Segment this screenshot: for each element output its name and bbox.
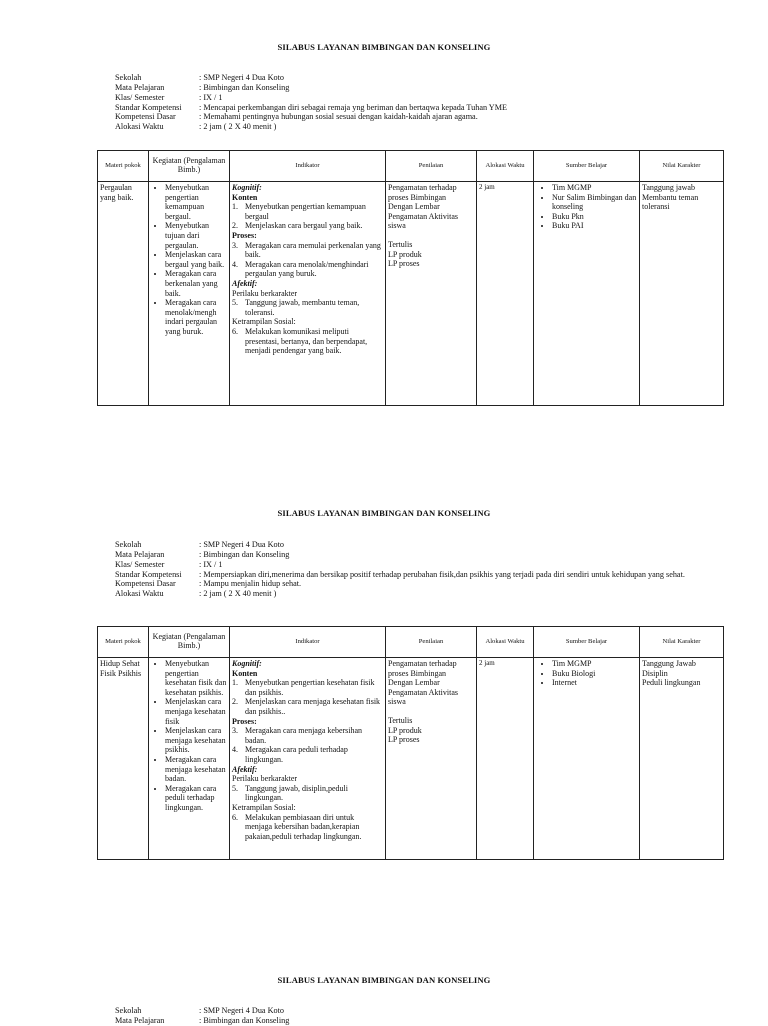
info-row (115, 1016, 725, 1026)
nilai-line: Tanggung jawab (642, 183, 695, 192)
cell-nilai (640, 182, 724, 406)
info-row (115, 83, 725, 93)
info-row (115, 589, 725, 599)
konten-heading: Konten (232, 668, 258, 678)
info-value: : IX / 1 (199, 92, 223, 102)
item-number: 6. (232, 812, 238, 822)
header-nilai: Nilai Karakter (640, 627, 724, 658)
kegiatan-list (151, 183, 227, 337)
cell-penilaian (386, 182, 477, 406)
proses-list (232, 241, 383, 279)
item-text: Melakukan komunikasi meliputi presentasi, bertanya, dan berpendapat, menjadi pendengar yang baik. (245, 326, 368, 356)
penilaian-line: LP proses (388, 259, 420, 269)
item-text: Menyebutkan pengertian kemampuan bergaul (245, 202, 366, 221)
cell-nilai (640, 658, 724, 860)
info-row (115, 540, 725, 550)
info-value: : SMP Negeri 4 Dua Koto (199, 1006, 284, 1015)
list-item (232, 726, 383, 745)
list-item: • Meragakan cara menjaga kesehatan badan. (165, 755, 227, 784)
sumber-list (536, 183, 637, 231)
info-key: Standar Kompetensi (115, 569, 182, 579)
penilaian-line: LP produk (388, 725, 422, 735)
penilaian-line: Dengan Lembar (388, 202, 440, 212)
info-key: Klas/ Semester (115, 559, 165, 569)
perilaku-list (232, 784, 383, 803)
table-row (98, 182, 724, 406)
header-materi: Materi pokok (98, 627, 149, 658)
list-item: • Tim MGMP (552, 183, 637, 193)
konten-list (232, 202, 383, 231)
cell-materi: Pergaulan yang baik. (98, 182, 149, 406)
info-value: : Mampu menjalin hidup sehat. (199, 579, 302, 589)
proses-heading: Proses: (232, 230, 257, 240)
item-text: Melakukan pembiasaan diri untuk menjaga kebersihan badan,kerapian pakaian,peduli terhadap lingkungan. (245, 812, 362, 841)
afektif-heading: Afektif: (232, 278, 258, 288)
list-item: • Internet (552, 678, 637, 688)
nilai-line: Peduli lingkungan (642, 678, 701, 688)
list-item: • Meragakan cara peduli terhadap lingkungan. (165, 784, 227, 813)
item-text: Meragakan cara menjaga kebersihan badan. (245, 726, 363, 745)
item-number: 5. (232, 783, 238, 793)
list-item (232, 678, 383, 697)
item-text: Menyebutkan pengertian kesehatan fisik dan psikhis. (245, 678, 375, 697)
header-indikator: Indikator (230, 151, 386, 182)
afektif-heading: Afektif: (232, 764, 258, 774)
list-item (232, 221, 383, 231)
list-item: • Buku PAI (552, 221, 637, 231)
keterampilan-heading: Ketrampilan Sosial: (232, 802, 296, 812)
item-number: 4. (232, 259, 238, 269)
info-row (115, 579, 725, 589)
list-item: • Menjelaskan cara bergaul yang baik. (165, 250, 227, 269)
cell-alokasi: 2 jam (477, 658, 534, 860)
item-number: 2. (232, 221, 238, 231)
list-item: • Nur Salim Bimbingan dan konseling (552, 193, 637, 212)
cell-alokasi: 2 jam (477, 182, 534, 406)
perilaku-heading: Perilaku berkarakter (232, 774, 298, 784)
item-number: 5. (232, 298, 238, 308)
item-text: Tanggung jawab, disiplin,peduli lingkungan. (245, 783, 348, 803)
cell-kegiatan (149, 658, 230, 860)
penilaian-line: LP proses (388, 735, 420, 745)
info-key: Sekolah (115, 73, 142, 82)
list-item: • Menjelaskan cara menjaga kesehatan fisik (165, 697, 227, 726)
list-item: • Buku Biologi (552, 669, 637, 679)
cell-kegiatan (149, 182, 230, 406)
sumber-list (536, 659, 637, 688)
item-number: 3. (232, 240, 238, 250)
penilaian-line: Dengan Lembar (388, 678, 440, 688)
info-key: Kompetensi Dasar (115, 112, 176, 122)
info-row (115, 103, 725, 113)
header-nilai: Nilai Karakter (640, 151, 724, 182)
syllabus-1-table (97, 150, 724, 406)
syllabus-1-info (115, 73, 725, 132)
nilai-line: Disiplin (642, 668, 668, 678)
header-alokasi: Alokasi Waktu (477, 151, 534, 182)
list-item (232, 327, 383, 356)
list-item (232, 260, 383, 279)
penilaian-line: Pengamatan terhadap proses Bimbingan (388, 183, 457, 202)
nilai-line: Membantu teman (642, 192, 699, 202)
nilai-line: Tanggung Jawab (642, 659, 696, 668)
list-item: • Tim MGMP (552, 659, 637, 669)
kegiatan-list (151, 659, 227, 813)
info-row (115, 570, 725, 580)
item-text: Meragakan cara peduli terhadap lingkungan. (245, 745, 348, 764)
perilaku-list (232, 298, 383, 317)
proses-heading: Proses: (232, 716, 257, 726)
item-text: Meragakan cara menolak/menghindari pergaulan yang buruk. (245, 259, 369, 279)
syllabus-2-title: SILABUS LAYANAN BIMBINGAN DAN KONSELING (277, 508, 491, 518)
info-value: : 2 jam ( 2 X 40 menit ) (199, 589, 277, 599)
keterampilan-list (232, 813, 383, 842)
info-value: : Mempersiapkan diri,menerima dan bersikap positif terhadap perubahan fisik,dan psikhis yang terjadi pada diri sendiri untuk kehidupan yang sehat. (199, 569, 685, 579)
info-value: : Memahami pentingnya hubungan sosial sesuai dengan kaidah-kaidah ajaran agama. (199, 112, 478, 122)
info-key: Klas/ Semester (115, 92, 165, 102)
info-key: Standar Kompetensi (115, 102, 182, 112)
penilaian-line: Pengamatan terhadap proses Bimbingan (388, 659, 457, 678)
list-item (232, 298, 383, 317)
header-indikator: Indikator (230, 627, 386, 658)
konten-heading: Konten (232, 192, 258, 202)
table-row (98, 658, 724, 860)
list-item (232, 202, 383, 221)
info-row (115, 560, 725, 570)
list-item: • Menyebutkan tujuan dari pergaulan. (165, 221, 227, 250)
list-item: • Meragakan cara berkenalan yang baik. (165, 269, 227, 298)
item-text: Menjelaskan cara menjaga kesehatan fisik dan psikhis.. (245, 697, 381, 716)
header-sumber: Sumber Belajar (534, 627, 640, 658)
list-item (232, 697, 383, 716)
keterampilan-list (232, 327, 383, 356)
info-row (115, 122, 725, 132)
cell-indikator (230, 658, 386, 860)
header-penilaian: Penilaian (386, 627, 477, 658)
list-item: • Buku Pkn (552, 212, 637, 222)
penilaian-line: Pengamatan Aktivitas siswa (388, 687, 458, 707)
table-header-row (98, 151, 724, 182)
list-item: • Menyebutkan pengertian kemampuan bergaul. (165, 183, 227, 221)
info-key: Sekolah (115, 1006, 142, 1015)
cell-penilaian (386, 658, 477, 860)
item-text: Tanggung jawab, membantu teman, toleransi. (245, 298, 360, 317)
info-key: Alokasi Waktu (115, 122, 164, 132)
item-number: 1. (232, 202, 238, 212)
penilaian-line: Pengamatan Aktivitas siswa (388, 211, 458, 231)
info-key: Alokasi Waktu (115, 589, 164, 599)
item-number: 3. (232, 726, 238, 736)
penilaian-line: Tertulis (388, 239, 413, 249)
keterampilan-heading: Ketrampilan Sosial: (232, 317, 296, 327)
header-kegiatan: Kegiatan (Pengalaman Bimb.) (149, 627, 230, 658)
syllabus-2-info (115, 540, 725, 599)
list-item (232, 241, 383, 260)
info-key: Mata Pelajaran (115, 1015, 165, 1025)
konten-list (232, 678, 383, 716)
item-text: Meragakan cara memulai perkenalan yang baik. (245, 240, 381, 260)
item-number: 4. (232, 745, 238, 755)
header-penilaian: Penilaian (386, 151, 477, 182)
cell-sumber (534, 658, 640, 860)
kognitif-heading: Kognitif: (232, 659, 262, 668)
info-row (115, 1006, 725, 1016)
syllabus-3-title: SILABUS LAYANAN BIMBINGAN DAN KONSELING (277, 975, 491, 985)
info-value: : SMP Negeri 4 Dua Koto (199, 540, 284, 549)
list-item (232, 813, 383, 842)
header-materi: Materi pokok (98, 151, 149, 182)
list-item (232, 745, 383, 764)
list-item: • Meragakan cara menolak/mengh indari pergaulan yang buruk. (165, 298, 227, 336)
kognitif-heading: Kognitif: (232, 183, 262, 192)
proses-list (232, 726, 383, 764)
info-key: Sekolah (115, 540, 142, 549)
penilaian-line: Tertulis (388, 715, 413, 725)
table-header-row (98, 627, 724, 658)
syllabus-1-title: SILABUS LAYANAN BIMBINGAN DAN KONSELING (277, 42, 491, 52)
list-item: • Menjelaskan cara menjaga kesehatan psikhis. (165, 726, 227, 755)
info-value: : Bimbingan dan Konseling (199, 1015, 290, 1025)
cell-indikator (230, 182, 386, 406)
penilaian-line: LP produk (388, 249, 422, 259)
item-number: 6. (232, 326, 238, 336)
info-value: : SMP Negeri 4 Dua Koto (199, 73, 284, 82)
info-value: : Bimbingan dan Konseling (199, 549, 290, 559)
info-key: Mata Pelajaran (115, 82, 165, 92)
perilaku-heading: Perilaku berkarakter (232, 288, 298, 298)
header-sumber: Sumber Belajar (534, 151, 640, 182)
info-value: : Bimbingan dan Konseling (199, 82, 290, 92)
list-item (232, 784, 383, 803)
info-row (115, 93, 725, 103)
info-row (115, 112, 725, 122)
item-text: Menjelaskan cara bergaul yang baik. (245, 221, 363, 231)
cell-materi: Hidup Sehat Fisik Psikhis (98, 658, 149, 860)
info-value: : 2 jam ( 2 X 40 menit ) (199, 122, 277, 132)
syllabus-3-info (115, 1006, 725, 1026)
cell-sumber (534, 182, 640, 406)
item-number: 1. (232, 678, 238, 688)
info-row (115, 550, 725, 560)
header-kegiatan: Kegiatan (Pengalaman Bimb.) (149, 151, 230, 182)
nilai-line: toleransi (642, 202, 670, 212)
info-value: : IX / 1 (199, 559, 223, 569)
info-value: : Mencapai perkembangan diri sebagai remaja yng beriman dan bertaqwa kepada Tuhan YME (199, 102, 507, 112)
header-alokasi: Alokasi Waktu (477, 627, 534, 658)
info-key: Kompetensi Dasar (115, 579, 176, 589)
list-item: • Menyebutkan pengertian kesehatan fisik dan kesehatan psikhis. (165, 659, 227, 697)
info-row (115, 73, 725, 83)
syllabus-2-table (97, 626, 724, 860)
item-number: 2. (232, 697, 238, 707)
info-key: Mata Pelajaran (115, 549, 165, 559)
